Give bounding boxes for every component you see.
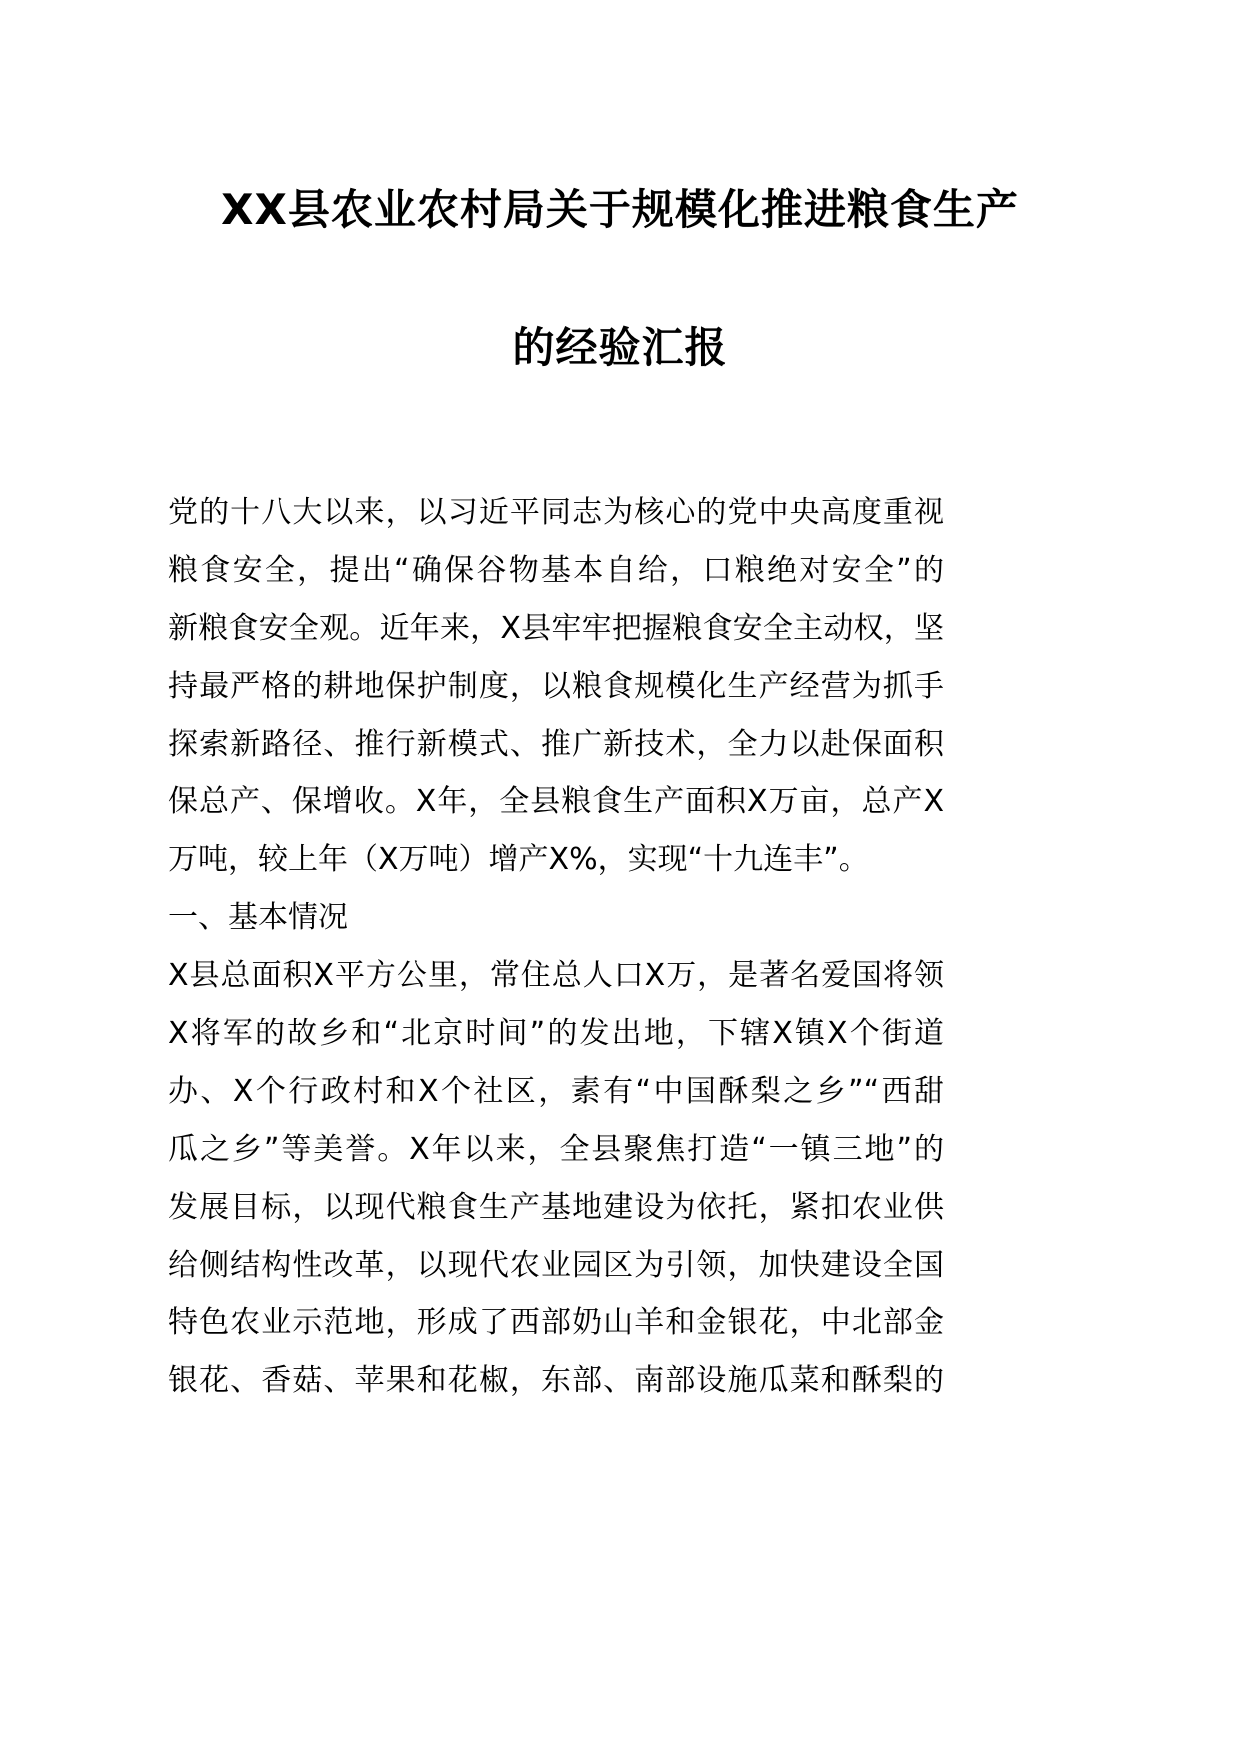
body-line: 党的十八大以来，以习近平同志为核心的党中央高度重视 xyxy=(168,495,944,530)
body-line: 探索新路径、推行新模式、推广新技术，全力以赴保面积 xyxy=(168,726,944,762)
body-line: 银花、香菇、苹果和花椒，东部、南部设施瓜菜和酥梨的 xyxy=(168,1363,944,1399)
body-line: 新粮食安全观。近年来，X县牢牢把握粮食安全主动权，坚 xyxy=(168,610,944,646)
section-heading-basic-situation: 一、基本情况 xyxy=(168,900,348,936)
document-title-line-2: 的经验汇报 xyxy=(512,323,728,372)
body-line: 给侧结构性改革，以现代农业园区为引领，加快建设全国 xyxy=(168,1247,944,1283)
document-title-line-1: XX县农业农村局关于规模化推进粮食生产 xyxy=(221,185,1019,234)
body-line: 办、X个行政村和X个社区，素有“中国酥梨之乡”“西甜 xyxy=(168,1073,944,1109)
body-line-paragraph-end: 万吨，较上年（X万吨）增产X%，实现“十九连丰”。 xyxy=(168,842,869,878)
body-line: X将军的故乡和“北京时间”的发出地，下辖X镇X个街道 xyxy=(168,1016,944,1052)
body-line: 瓜之乡”等美誉。X年以来，全县聚焦打造“一镇三地”的 xyxy=(168,1131,944,1167)
document-body xyxy=(168,484,944,1410)
body-line: X县总面积X平方公里，常住总人口X万，是著名爱国将领 xyxy=(168,958,944,994)
body-line: 特色农业示范地，形成了西部奶山羊和金银花，中北部金 xyxy=(168,1305,944,1341)
body-line: 粮食安全，提出“确保谷物基本自给，口粮绝对安全”的 xyxy=(168,552,944,588)
body-line: 持最严格的耕地保护制度，以粮食规模化生产经营为抓手 xyxy=(168,668,944,704)
body-line: 保总产、保增收。X年，全县粮食生产面积X万亩，总产X xyxy=(168,784,944,820)
body-line: 发展目标，以现代粮食生产基地建设为依托，紧扣农业供 xyxy=(168,1189,944,1225)
